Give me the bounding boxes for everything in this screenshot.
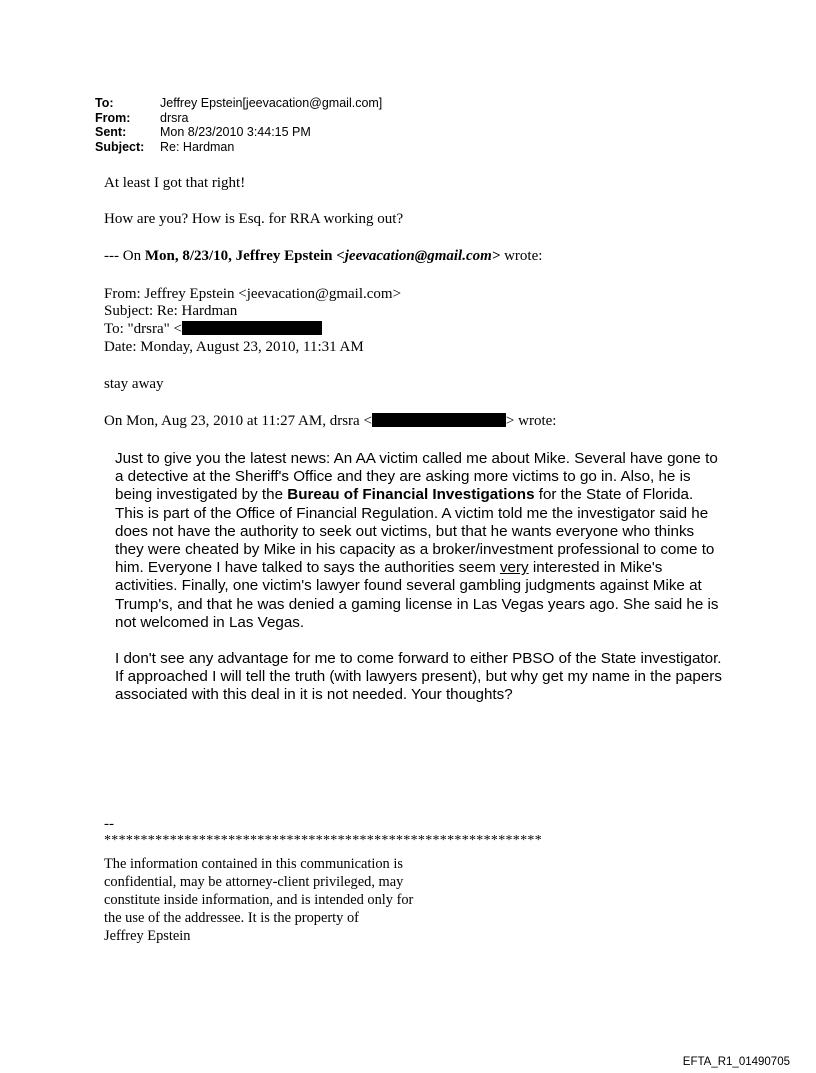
document-id: EFTA_R1_01490705 <box>682 1056 790 1068</box>
quote-intro-suffix: wrote: <box>500 248 543 264</box>
disclaimer-line: Jeffrey Epstein <box>104 928 191 944</box>
p1-text-a: Just to give you the latest news: An AA victim called me about Mike. Several have gone to a detective at the Sheriff's Office and they are asking more victims to go in. Also, he is being investigated by the <box>115 450 718 504</box>
redaction-block <box>372 413 506 427</box>
on-wrote-suffix: > wrote: <box>505 413 557 429</box>
forwarded-date: Date: Monday, August 23, 2010, 11:31 AM <box>104 339 364 355</box>
forwarded-subject: Subject: Re: Hardman <box>104 303 238 319</box>
to-value: Jeffrey Epstein[jeevacation@gmail.com] <box>160 96 383 110</box>
sent-value: Mon 8/23/2010 3:44:15 PM <box>160 125 311 139</box>
original-message <box>115 450 725 705</box>
disclaimer-line: confidential, may be attorney-client privileged, may <box>104 874 404 890</box>
from-value: drsra <box>160 110 189 125</box>
p1-text-b: for the State of Florida. This is part of the Office of Financial Regulation. A victim told me the investigator said he does not have the authority to seek out victims, but that he wants everyone who thinks they were cheated by Mike in his capacity as a broker/investment professional to come to him. Everyone I have talked to says the authorities seem <box>115 486 715 577</box>
disclaimer-line: The information contained in this communication is <box>104 856 403 872</box>
from-label: From: <box>95 110 131 125</box>
header-to-row <box>95 96 382 111</box>
p1-underlined-text: very <box>499 559 529 577</box>
sent-label: Sent: <box>95 125 127 139</box>
disclaimer-line: the use of the addressee. It is the property of <box>104 910 359 926</box>
p1-text-c: interested in Mike's activities. Finally, one victim's lawyer found several gambling judgments against Mike at Trump's, and that he was denied a gaming license in Las Vegas years ago. She said he is not welcomed in Las Vegas. <box>115 559 719 631</box>
quote-intro-bold: Mon, 8/23/10, Jeffrey Epstein <box>144 248 337 264</box>
to-label: To: <box>95 96 114 110</box>
quote-intro-email: <jeevacation@gmail.com> <box>336 248 501 264</box>
forwarded-to-text: To: "drsra" < <box>104 321 182 337</box>
reply-line-2: How are you? How is Esq. for RRA working out? <box>104 211 404 227</box>
quote-intro <box>104 248 542 265</box>
forwarded-to <box>104 321 322 338</box>
email-header <box>95 96 382 154</box>
subject-label: Subject: <box>95 139 145 154</box>
header-sent-row <box>95 125 382 140</box>
signature-stars: ************************************************************ <box>104 833 542 848</box>
subject-value: Re: Hardman <box>160 139 235 154</box>
signature-dashes: -- <box>104 816 114 832</box>
confidentiality-disclaimer <box>104 855 413 945</box>
header-subject-row <box>95 140 382 155</box>
on-wrote-prefix: On Mon, Aug 23, 2010 at 11:27 AM, drsra < <box>104 413 372 429</box>
forwarded-from: From: Jeffrey Epstein <jeevacation@gmail.com> <box>104 286 402 302</box>
redaction-block <box>182 321 322 335</box>
p1-bold-text: Bureau of Financial Investigations <box>287 486 535 504</box>
reply-line-1: At least I got that right! <box>104 175 246 191</box>
header-from-row <box>95 111 382 126</box>
on-wrote-line <box>104 413 556 430</box>
disclaimer-line: constitute inside information, and is intended only for <box>104 892 414 908</box>
original-paragraph-2: I don't see any advantage for me to come forward to either PBSO of the State investigator. If approached I will tell the truth (with lawyers present), but why get my name in the papers associated with this deal in it is not needed. Your thoughts? <box>115 650 722 704</box>
quote-intro-prefix: --- On <box>104 248 145 264</box>
original-paragraph-1 <box>115 450 725 632</box>
stay-away-line: stay away <box>104 376 164 392</box>
